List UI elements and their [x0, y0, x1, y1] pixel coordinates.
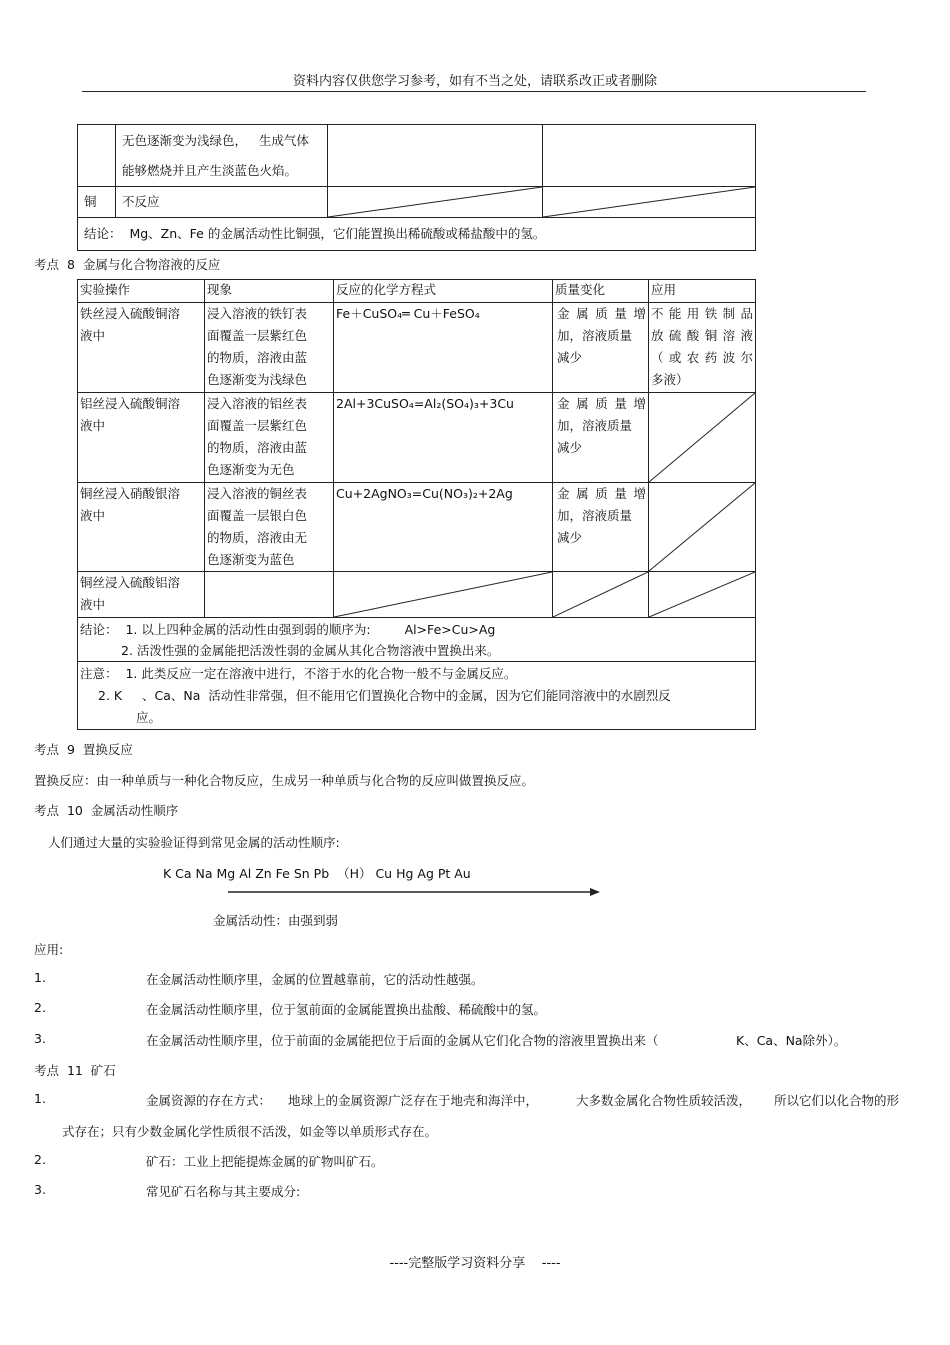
- eq-diag-cell: [334, 572, 553, 618]
- top-phen-line-1: 无色逐渐变为浅绿色， 生成气体: [122, 133, 309, 148]
- ore-item-1-b: 地球上的金属资源广泛存在于地壳和海洋中，: [288, 1093, 539, 1108]
- copper-cell: 铜: [78, 187, 116, 218]
- op-cell: [78, 572, 205, 618]
- mass-line: 减少: [557, 530, 583, 545]
- top-conclusion: 结论： Mg、Zn、Fe 的金属活动性比铜强，它们能置换出稀硫酸或稀盐酸中的氢。: [78, 218, 756, 251]
- eq-cell: Fe＋CuSO₄═ Cu＋FeSO₄: [334, 303, 553, 393]
- ore-item-1-d: 所以它们以化合物的形: [774, 1093, 900, 1108]
- apply-item-3: 在金属活动性顺序里，位于前面的金属能把位于后面的金属从它们化合物的溶液里置换出来（: [146, 1033, 659, 1048]
- arrow-icon: [228, 888, 600, 896]
- ore-item-1-c: 大多数金属化合物性质较活泼，: [576, 1093, 752, 1108]
- phen-line: 的物质，溶液由无: [207, 530, 308, 545]
- top-phen-cell: [116, 125, 328, 187]
- apply-item-3-num: 3.: [34, 1031, 46, 1046]
- header-mass-change: 质量变化: [553, 280, 649, 303]
- phen-line: 的物质，溶液由蓝: [207, 350, 308, 365]
- op-cell: [78, 303, 205, 393]
- phen-line: 面覆盖一层银白色: [207, 508, 308, 523]
- eq-cell: 2Al+3CuSO₄=Al₂(SO₄)₃+3Cu: [334, 393, 553, 483]
- op-line: 铁丝浸入硫酸铜溶: [80, 306, 181, 321]
- header-phenomenon: 现象: [205, 280, 334, 303]
- reaction-table: [77, 279, 756, 730]
- table-conclusion: [78, 618, 756, 662]
- app-line: 放硫酸铜溶液: [651, 328, 753, 343]
- section-9-title: 考点 9 置换反应: [34, 742, 133, 757]
- app-cell: [649, 303, 756, 393]
- phen-line: 面覆盖一层紫红色: [207, 418, 308, 433]
- table-notes: [78, 662, 756, 730]
- apply-item-1: 在金属活动性顺序里，金属的位置越靠前，它的活动性越强。: [146, 972, 484, 987]
- ore-item-2: 矿石：工业上把能提炼金属的矿物叫矿石。: [146, 1154, 384, 1169]
- note-line-1: 注意： 1. 此类反应一定在溶液中进行，不溶于水的化合物一般不与金属反应。: [80, 666, 517, 681]
- header-operation: 实验操作: [78, 280, 205, 303]
- mass-cell: [553, 303, 649, 393]
- app-diag-cell: [649, 393, 756, 483]
- top-metal-cell: [78, 125, 116, 187]
- section-9-text: 置换反应：由一种单质与一种化合物反应，生成另一种单质与化合物的反应叫做置换反应。: [34, 773, 535, 788]
- op-line: 液中: [80, 597, 106, 612]
- phen-cell-empty: [205, 572, 334, 618]
- phen-line: 色逐渐变为浅绿色: [207, 372, 308, 387]
- no-reaction-cell: 不反应: [116, 187, 328, 218]
- apply-item-2-num: 2.: [34, 1000, 46, 1015]
- top-table: [77, 124, 756, 251]
- blank-diag-cell: [543, 187, 756, 218]
- op-line: 铜丝浸入硝酸银溶: [80, 486, 181, 501]
- note-line-2: 2. K 、Ca、Na 活动性非常强，但不能用它们置换化合物中的金属，因为它们能同溶液中的水剧烈反: [98, 688, 671, 703]
- activity-order: Al>Fe>Cu>Ag: [404, 622, 496, 637]
- phen-cell: [205, 303, 334, 393]
- mass-line: 加，溶液质量: [557, 328, 633, 343]
- mass-cell: [553, 393, 649, 483]
- phen-line: 浸入溶液的铜丝表: [207, 486, 308, 501]
- op-line: 铜丝浸入硫酸铝溶: [80, 575, 181, 590]
- section-11-title: 考点 11 矿石: [34, 1063, 116, 1078]
- mass-line: 金属质量增: [557, 396, 646, 411]
- ore-item-3-num: 3.: [34, 1182, 46, 1197]
- activity-series: K Ca Na Mg Al Zn Fe Sn Pb （H） Cu Hg Ag Pt Au: [163, 866, 471, 881]
- op-cell: [78, 393, 205, 483]
- section-10-title: 考点 10 金属活动性顺序: [34, 803, 179, 818]
- mass-cell: [553, 483, 649, 572]
- app-diag-cell: [649, 483, 756, 572]
- ore-item-2-num: 2.: [34, 1152, 46, 1167]
- page-footer: ----完整版学习资料分享 ----: [389, 1256, 561, 1271]
- app-line: 不能用铁制品: [651, 306, 753, 321]
- blank-diag-cell: [328, 187, 543, 218]
- ore-item-1-cont: 式存在；只有少数金属化学性质很不活泼，如金等以单质形式存在。: [62, 1124, 438, 1139]
- phen-line: 浸入溶液的铝丝表: [207, 396, 308, 411]
- op-line: 液中: [80, 508, 106, 523]
- phen-line: 浸入溶液的铁钉表: [207, 306, 308, 321]
- note-line-3: 应。: [136, 710, 162, 725]
- conclusion-line-1: [80, 619, 753, 640]
- conclusion-line-2: 2. 活泼性强的金属能把活泼性弱的金属从其化合物溶液中置换出来。: [121, 643, 500, 658]
- app-diag-cell: [649, 572, 756, 618]
- page-header: 资料内容仅供您学习参考，如有不当之处，请联系改正或者删除: [292, 74, 657, 89]
- mass-line: 减少: [557, 440, 583, 455]
- top-eq-cell: [328, 125, 543, 187]
- app-line: （或农药波尔: [651, 350, 753, 365]
- ore-item-1-num: 1.: [34, 1091, 46, 1106]
- arrow-label: 金属活动性：由强到弱: [213, 913, 339, 928]
- section-10-intro: 人们通过大量的实验验证得到常见金属的活动性顺序:: [48, 835, 340, 850]
- top-app-cell: [543, 125, 756, 187]
- section-8-title: 考点 8 金属与化合物溶液的反应: [34, 257, 221, 272]
- ore-item-1-a: 金属资源的存在方式：: [146, 1093, 272, 1108]
- phen-line: 的物质，溶液由蓝: [207, 440, 308, 455]
- phen-line: 色逐渐变为蓝色: [207, 552, 295, 567]
- header-divider: [82, 91, 866, 92]
- mass-line: 减少: [557, 350, 583, 365]
- app-line: 多液）: [651, 372, 689, 387]
- apply-item-1-num: 1.: [34, 970, 46, 985]
- op-line: 液中: [80, 418, 106, 433]
- phen-line: 面覆盖一层紫红色: [207, 328, 308, 343]
- op-line: 铝丝浸入硫酸铜溶: [80, 396, 181, 411]
- mass-line: 金属质量增: [557, 486, 646, 501]
- top-phen-line-2: 能够燃烧并且产生淡蓝色火焰。: [122, 163, 298, 178]
- mass-line: 金属质量增: [557, 306, 646, 321]
- op-line: 液中: [80, 328, 106, 343]
- mass-line: 加，溶液质量: [557, 508, 633, 523]
- conclusion-1-prefix: 结论： 1. 以上四种金属的活动性由强到弱的顺序为:: [80, 622, 371, 637]
- apply-item-2: 在金属活动性顺序里，位于氢前面的金属能置换出盐酸、稀硫酸中的氢。: [146, 1002, 547, 1017]
- mass-line: 加，溶液质量: [557, 418, 633, 433]
- header-application: 应用: [649, 280, 756, 303]
- header-equation: 反应的化学方程式: [334, 280, 553, 303]
- eq-cell: Cu+2AgNO₃=Cu(NO₃)₂+2Ag: [334, 483, 553, 572]
- phen-cell: [205, 483, 334, 572]
- phen-cell: [205, 393, 334, 483]
- mass-diag-cell: [553, 572, 649, 618]
- apply-item-3-tail: K、Ca、Na除外）。: [736, 1033, 847, 1048]
- phen-line: 色逐渐变为无色: [207, 462, 295, 477]
- op-cell: [78, 483, 205, 572]
- apply-title: 应用:: [34, 942, 64, 957]
- ore-item-3: 常见矿石名称与其主要成分:: [146, 1184, 301, 1199]
